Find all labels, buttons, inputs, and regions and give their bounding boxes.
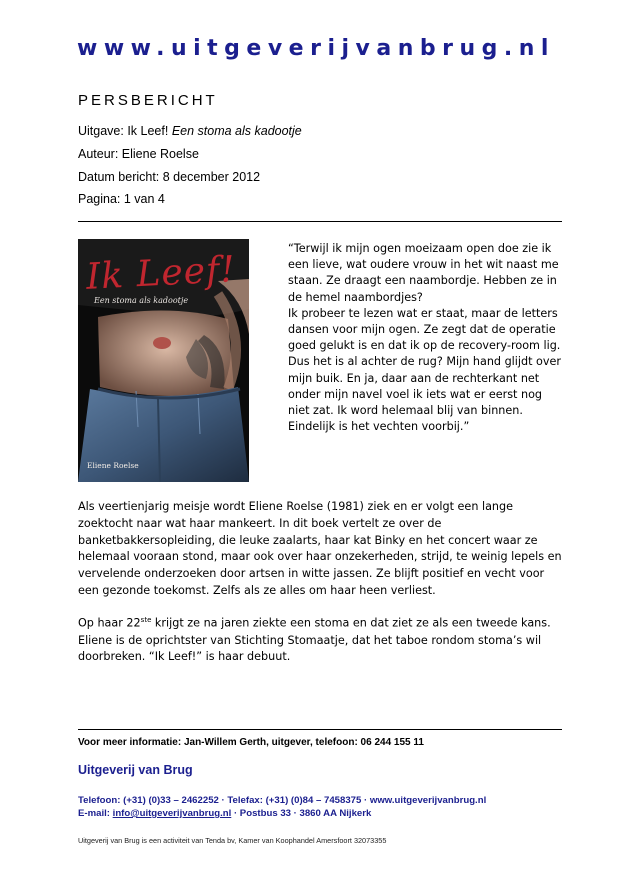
cover-subtitle: Een stoma als kadootje bbox=[94, 296, 189, 305]
body-paragraph-1: Als veertienjarig meisje wordt Eliene Roelse (1981) ziek en er volgt een lange zoektocht naar wat haar mankeert. In dit boek vertelt ze over de banketbakkersopleiding, die leuke zaalarts, haar kat Binky en het concert waar ze helemaal vooraan stond, maar ook over haar onzekerheden, strijd, te weinig lepels en vervelende onderzoeken door artsen in witte jassen. Ze blijft positief en vecht voor een gezonde toekomst. Zelfs als ze alles om haar heen verliest. bbox=[78, 500, 562, 597]
contact-email-line bbox=[78, 808, 371, 819]
email-label: E-mail: bbox=[78, 808, 113, 819]
site-url[interactable]: www.uitgeverijvanbrug.nl bbox=[77, 36, 555, 61]
cover-author: Eliene Roelse bbox=[87, 461, 139, 470]
p2-end: krijgt ze na jaren ziekte een stoma en dat ziet ze als een tweede kans. Eliene is de oprichtster van Stichting Stomaatje, dat het taboe rondom stoma’s wil doorbreken. “Ik Leef!” is haar debuut. bbox=[78, 616, 551, 664]
book-cover bbox=[78, 239, 249, 482]
contact-info: Voor meer informatie: Jan-Willem Gerth, uitgever, telefoon: 06 244 155 11 bbox=[78, 737, 424, 748]
uitgave-label: Uitgave: Ik Leef! bbox=[78, 124, 172, 138]
email-link[interactable]: info@uitgeverijvanbrug.nl bbox=[112, 808, 232, 819]
p2-start: Op haar 22 bbox=[78, 616, 141, 630]
contact-phone-line: Telefoon: (+31) (0)33 – 2462252 · Telefax: (+31) (0)84 – 7458375 · www.uitgeverijvanbrug.nl bbox=[78, 795, 487, 806]
quote-paragraph: Dus het is al achter de rug? Mijn hand glijdt over mijn buik. En ja, daar aan de rechterkant net onder mijn navel voel ik iets wat er eerst nog niet zat. Ik word helemaal blij van binnen. Eindelijk is het vechten voorbij.” bbox=[288, 355, 561, 434]
book-quote bbox=[288, 241, 563, 435]
quote-paragraph: “Terwijl ik mijn ogen moeizaam open doe zie ik een lieve, wat oudere vrouw in het wit naast me staan. Ze draagt een naambordje. Hebben ze in de hemel naambordjes? bbox=[288, 242, 559, 304]
publisher-name: Uitgeverij van Brug bbox=[78, 763, 193, 777]
meta-uitgave bbox=[78, 124, 302, 138]
legal-text: Uitgeverij van Brug is een activiteit van Tenda bv, Kamer van Koophandel Amersfoort 32073355 bbox=[78, 836, 387, 845]
meta-datum: Datum bericht: 8 december 2012 bbox=[78, 170, 261, 184]
quote-paragraph: Ik probeer te lezen wat er staat, maar de letters dansen voor mijn ogen. Ze zegt dat de operatie goed gelukt is en dat ik op de recovery-room lig. bbox=[288, 306, 561, 353]
p2-superscript: ste bbox=[140, 616, 152, 624]
divider-top bbox=[78, 221, 562, 222]
uitgave-subtitle: Een stoma als kadootje bbox=[171, 124, 302, 138]
address: · Postbus 33 · 3860 AA Nijkerk bbox=[231, 808, 372, 819]
body-paragraph-2 bbox=[78, 612, 564, 666]
cover-title: Ik Leef! bbox=[85, 249, 237, 298]
page-heading: PERSBERICHT bbox=[78, 92, 218, 109]
meta-auteur: Auteur: Eliene Roelse bbox=[78, 147, 199, 161]
divider-footer bbox=[78, 729, 562, 730]
meta-pagina: Pagina: 1 van 4 bbox=[78, 192, 165, 206]
